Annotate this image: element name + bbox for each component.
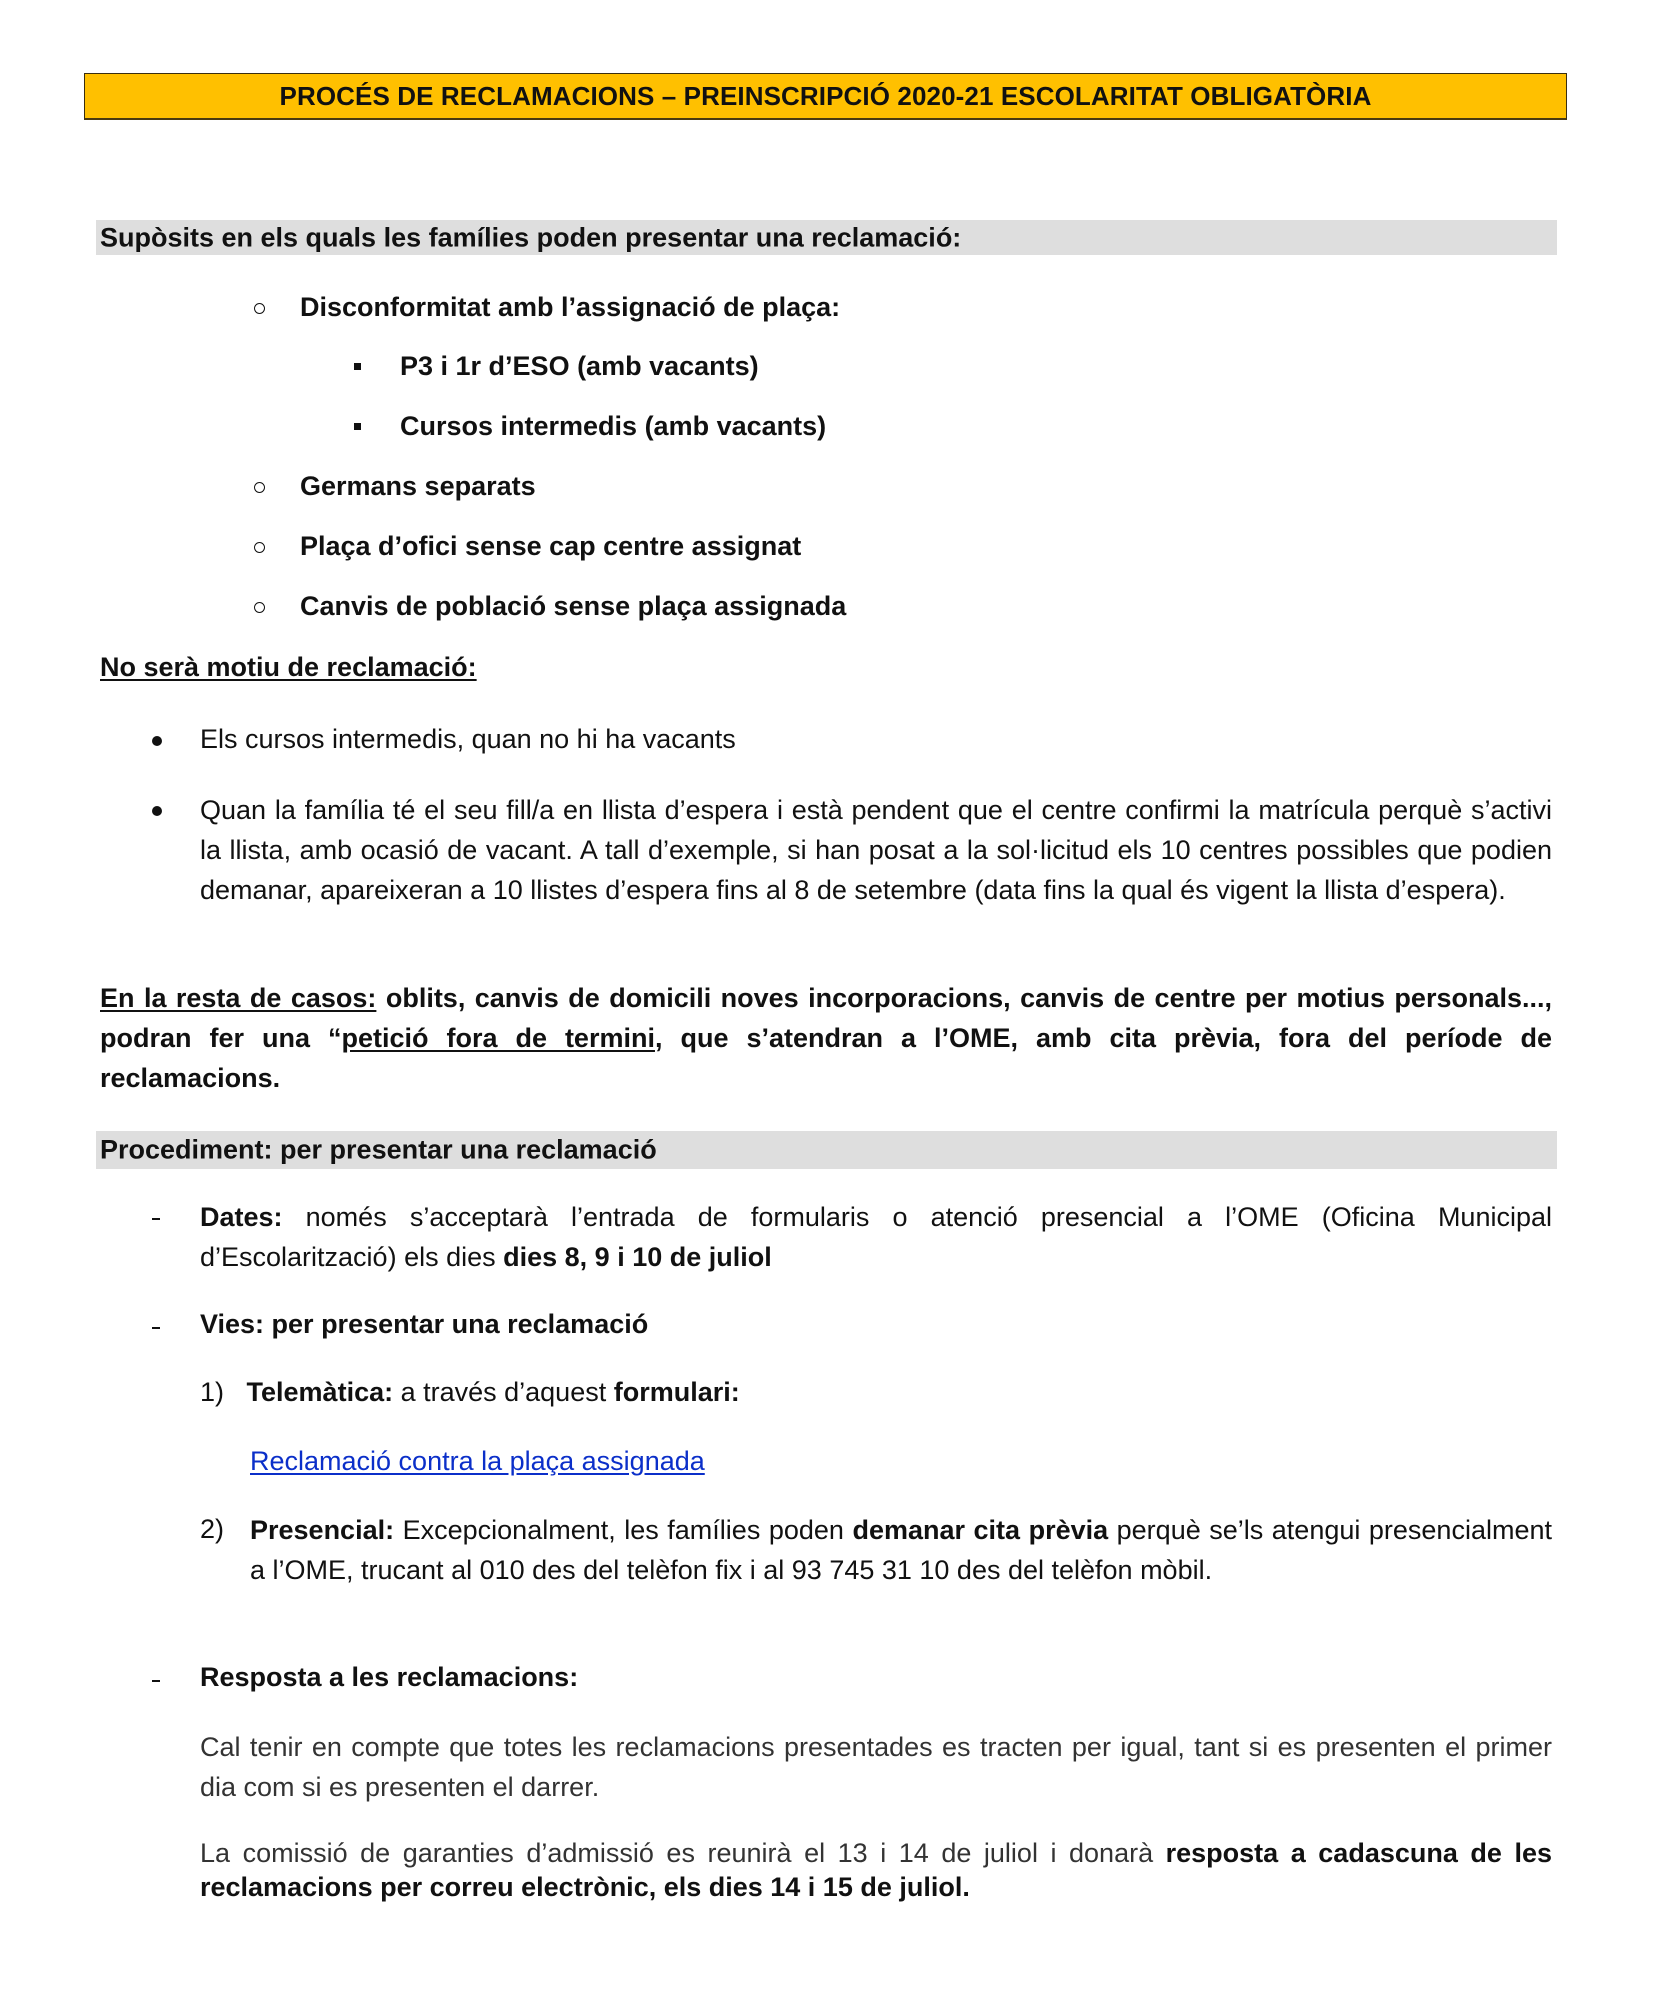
other-cases-lead: En la resta de casos: — [100, 983, 377, 1013]
bullet-dot-icon — [152, 806, 162, 816]
response-paragraph-2 — [200, 1836, 1552, 1904]
response-text: La comissió de garanties d’admissió es reunirà el 13 i 14 de juliol i donarà — [200, 1838, 1166, 1868]
section-heading: Procediment: per presentar una reclamació — [100, 1134, 657, 1165]
dates-label: Dates: — [200, 1202, 283, 1232]
dates-text: només s’acceptarà l’entrada de formularis o atenció presencial a l’OME (Oficina Municipal d’Escolarització) els dies — [200, 1202, 1552, 1272]
list-item: Quan la família té el seu fill/a en llista d’espera i està pendent que el centre confirmi la matrícula perquè s’activi la llista, amb ocasió de vacant. A tall d’exemple, si han posat a la sol·licitud els 10 centres possibles que podien demanar, apareixeran a 10 llistes d’espera fins al 8 de setembre (data fins la qual és vigent la llista d’espera). — [200, 795, 1552, 905]
section-heading-bar-supòsits — [96, 220, 1557, 255]
option-text: Excepcionalment, les famílies poden — [394, 1515, 853, 1545]
square-bullet-icon — [354, 423, 361, 430]
dates-value: dies 8, 9 i 10 de juliol — [503, 1242, 772, 1272]
sub-list-item: Cursos intermedis (amb vacants) — [400, 411, 827, 441]
list-item: Els cursos intermedis, quan no hi ha vacants — [200, 724, 736, 754]
option-presencial — [250, 1510, 1552, 1590]
other-cases-text-end: , que s’atendran a l’OME, amb cita prèvia, fora del període de reclamacions. — [100, 1023, 1552, 1093]
option-text: a través d’aquest — [393, 1377, 614, 1407]
vies-heading: Vies: per presentar una reclamació — [200, 1309, 649, 1339]
option-telematica — [200, 1379, 740, 1406]
dash-bullet-icon — [152, 1327, 160, 1329]
option-label: Telemàtica: — [246, 1377, 394, 1407]
response-heading: Resposta a les reclamacions: — [200, 1662, 579, 1692]
section-heading-bar-procediment — [96, 1131, 1557, 1169]
dates-paragraph — [200, 1197, 1552, 1277]
option-form-label: formulari: — [613, 1377, 740, 1407]
response-emphasis: resposta a cadascuna de les reclamacions per correu electrònic, els dies 14 i 15 de juliol. — [200, 1838, 1552, 1902]
option-text-end: perquè se’ls atengui presencialment a l’OME, trucant al 010 des del telèfon fix i al 93 745 31 10 des del telèfon mòbil. — [250, 1515, 1552, 1585]
list-item: Canvis de població sense plaça assignada — [300, 591, 847, 621]
other-cases-paragraph — [100, 978, 1552, 1098]
claim-form-link[interactable]: Reclamació contra la plaça assignada — [250, 1446, 705, 1476]
list-item: Disconformitat amb l’assignació de plaça: — [300, 292, 841, 322]
dash-bullet-icon — [152, 1218, 160, 1220]
option-number-2: 2) — [200, 1514, 225, 1544]
title-banner — [84, 73, 1567, 120]
square-bullet-icon — [354, 363, 361, 370]
dash-bullet-icon — [152, 1680, 160, 1682]
section-heading: Supòsits en els quals les famílies poden presentar una reclamació: — [100, 222, 962, 252]
option-number: 1) — [200, 1377, 225, 1407]
circle-bullet-icon — [254, 303, 265, 314]
circle-bullet-icon — [254, 482, 265, 493]
list-item: Germans separats — [300, 471, 536, 501]
appointment-emphasis: demanar cita prèvia — [852, 1515, 1109, 1545]
bullet-dot-icon — [152, 736, 162, 746]
list-item: Plaça d’ofici sense cap centre assignat — [300, 531, 802, 561]
document-title: PROCÉS DE RECLAMACIONS – PREINSCRIPCIÓ 2020-21 ESCOLARITAT OBLIGATÒRIA — [279, 80, 1372, 111]
circle-bullet-icon — [254, 602, 265, 613]
circle-bullet-icon — [254, 542, 265, 553]
response-paragraph-1: Cal tenir en compte que totes les reclamacions presentades es tracten per igual, tant si es presenten el primer dia com si es presenten el darrer. — [200, 1732, 1552, 1802]
not-reason-heading: No serà motiu de reclamació: — [100, 652, 477, 682]
other-cases-text: oblits, canvis de domicili noves incorporacions, canvis de centre per motius personals..., podran fer una “ — [100, 983, 1552, 1053]
option-label: Presencial: — [250, 1515, 395, 1545]
late-request-term: petició fora de termini — [341, 1023, 655, 1053]
sub-list-item: P3 i 1r d’ESO (amb vacants) — [400, 351, 759, 381]
